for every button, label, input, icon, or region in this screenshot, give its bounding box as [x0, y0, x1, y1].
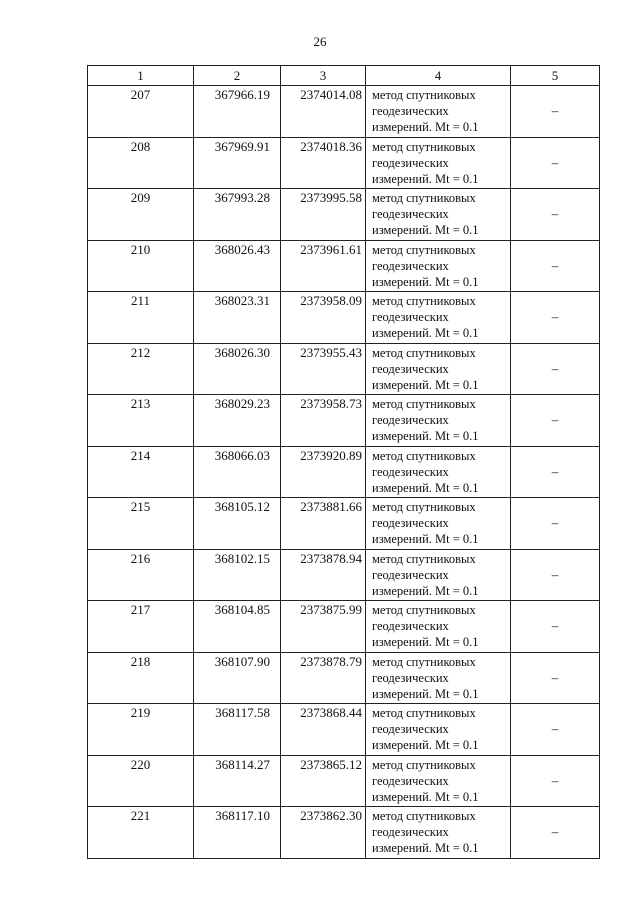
method-line: геодезических: [372, 670, 449, 685]
table-row: [88, 755, 600, 807]
point-number-cell: 215: [88, 498, 194, 550]
method-line: измерений. Mt = 0.1: [372, 377, 479, 392]
x-coordinate-cell: 368102.15: [194, 549, 281, 601]
method-line: метод спутниковых: [372, 603, 476, 617]
x-coordinate-cell: 368026.43: [194, 240, 281, 292]
note-cell: –: [511, 446, 600, 498]
table-row: [88, 601, 600, 653]
x-coordinate-cell: 368029.23: [194, 395, 281, 447]
method-cell: [366, 395, 511, 447]
method-line: измерений. Mt = 0.1: [372, 120, 479, 134]
note-cell: –: [511, 498, 600, 550]
point-number-cell: 212: [88, 343, 194, 395]
method-line: метод спутниковых: [372, 654, 476, 669]
note-cell: –: [511, 755, 600, 807]
x-coordinate-cell: 368066.03: [194, 446, 281, 498]
point-number-cell: 213: [88, 395, 194, 447]
point-number-cell: 208: [88, 137, 194, 189]
table-row: [88, 807, 600, 859]
method-cell: [366, 86, 511, 138]
point-number-cell: 220: [88, 755, 194, 807]
y-coordinate-cell: 2373961.61: [281, 240, 366, 292]
y-coordinate-cell: 2373878.79: [281, 652, 366, 704]
y-coordinate-cell: 2373868.44: [281, 704, 366, 756]
table-header-row: [88, 66, 600, 86]
y-coordinate-cell: 2373958.73: [281, 395, 366, 447]
table-row: [88, 86, 600, 138]
column-header-5: 5: [511, 66, 600, 86]
method-cell: [366, 549, 511, 601]
point-number-cell: 218: [88, 652, 194, 704]
note-cell: –: [511, 292, 600, 344]
method-line: измерений. Mt = 0.1: [372, 841, 479, 855]
method-line: геодезических: [372, 619, 449, 633]
x-coordinate-cell: 367966.19: [194, 86, 281, 138]
point-number-cell: 216: [88, 549, 194, 601]
method-line: геодезических: [372, 104, 449, 118]
method-line: метод спутниковых: [372, 757, 476, 772]
table-row: [88, 704, 600, 756]
point-number-cell: 217: [88, 601, 194, 653]
method-line: метод спутниковых: [372, 397, 476, 411]
x-coordinate-cell: 368105.12: [194, 498, 281, 550]
method-line: измерений. Mt = 0.1: [372, 789, 479, 804]
point-number-cell: 214: [88, 446, 194, 498]
method-line: геодезических: [372, 310, 449, 324]
method-line: измерений. Mt = 0.1: [372, 738, 479, 752]
point-number-cell: 211: [88, 292, 194, 344]
note-cell: –: [511, 704, 600, 756]
table-row: [88, 446, 600, 498]
table-row: [88, 137, 600, 189]
x-coordinate-cell: 368104.85: [194, 601, 281, 653]
note-cell: –: [511, 240, 600, 292]
note-cell: –: [511, 549, 600, 601]
table-row: [88, 549, 600, 601]
method-cell: [366, 498, 511, 550]
method-line: геодезических: [372, 207, 449, 221]
y-coordinate-cell: 2373958.09: [281, 292, 366, 344]
method-cell: [366, 755, 511, 807]
table-row: [88, 498, 600, 550]
note-cell: –: [511, 807, 600, 859]
method-line: измерений. Mt = 0.1: [372, 635, 479, 649]
y-coordinate-cell: 2373862.30: [281, 807, 366, 859]
method-cell: [366, 240, 511, 292]
method-line: геодезических: [372, 361, 449, 376]
method-line: измерений. Mt = 0.1: [372, 171, 479, 186]
method-line: измерений. Mt = 0.1: [372, 583, 479, 598]
method-line: метод спутниковых: [372, 242, 476, 257]
method-line: метод спутниковых: [372, 191, 476, 205]
method-cell: [366, 601, 511, 653]
point-number-cell: 221: [88, 807, 194, 859]
method-line: геодезических: [372, 516, 449, 530]
point-number-cell: 219: [88, 704, 194, 756]
note-cell: –: [511, 137, 600, 189]
method-line: измерений. Mt = 0.1: [372, 223, 479, 237]
method-cell: [366, 137, 511, 189]
table-row: [88, 343, 600, 395]
method-line: метод спутниковых: [372, 706, 476, 720]
table-row: [88, 395, 600, 447]
y-coordinate-cell: 2374018.36: [281, 137, 366, 189]
column-header-2: 2: [194, 66, 281, 86]
y-coordinate-cell: 2373920.89: [281, 446, 366, 498]
column-header-1: 1: [88, 66, 194, 86]
y-coordinate-cell: 2373995.58: [281, 189, 366, 241]
column-header-4: 4: [366, 66, 511, 86]
method-cell: [366, 704, 511, 756]
note-cell: –: [511, 395, 600, 447]
table-body: [88, 86, 600, 859]
method-line: геодезических: [372, 722, 449, 736]
y-coordinate-cell: 2374014.08: [281, 86, 366, 138]
x-coordinate-cell: 368107.90: [194, 652, 281, 704]
method-cell: [366, 446, 511, 498]
note-cell: –: [511, 652, 600, 704]
x-coordinate-cell: 367969.91: [194, 137, 281, 189]
y-coordinate-cell: 2373878.94: [281, 549, 366, 601]
y-coordinate-cell: 2373881.66: [281, 498, 366, 550]
method-line: геодезических: [372, 258, 449, 273]
method-line: измерений. Mt = 0.1: [372, 532, 479, 546]
method-cell: [366, 807, 511, 859]
method-cell: [366, 652, 511, 704]
note-cell: –: [511, 343, 600, 395]
x-coordinate-cell: 368023.31: [194, 292, 281, 344]
method-line: геодезических: [372, 413, 449, 427]
method-line: метод спутниковых: [372, 294, 476, 308]
x-coordinate-cell: 368114.27: [194, 755, 281, 807]
note-cell: –: [511, 86, 600, 138]
y-coordinate-cell: 2373865.12: [281, 755, 366, 807]
method-line: геодезических: [372, 155, 449, 170]
method-line: измерений. Mt = 0.1: [372, 429, 479, 443]
method-line: геодезических: [372, 464, 449, 479]
method-line: метод спутниковых: [372, 88, 476, 102]
table-row: [88, 240, 600, 292]
method-cell: [366, 292, 511, 344]
x-coordinate-cell: 368117.10: [194, 807, 281, 859]
method-line: метод спутниковых: [372, 139, 476, 154]
point-number-cell: 210: [88, 240, 194, 292]
method-line: измерений. Mt = 0.1: [372, 274, 479, 289]
method-line: измерений. Mt = 0.1: [372, 326, 479, 340]
point-number-cell: 207: [88, 86, 194, 138]
method-cell: [366, 343, 511, 395]
page-number: 26: [313, 34, 327, 49]
x-coordinate-cell: 368026.30: [194, 343, 281, 395]
method-line: измерений. Mt = 0.1: [372, 686, 479, 701]
method-line: измерений. Mt = 0.1: [372, 480, 479, 495]
x-coordinate-cell: 367993.28: [194, 189, 281, 241]
table-row: [88, 189, 600, 241]
method-line: метод спутниковых: [372, 500, 476, 514]
note-cell: –: [511, 189, 600, 241]
method-line: метод спутниковых: [372, 809, 476, 823]
x-coordinate-cell: 368117.58: [194, 704, 281, 756]
method-line: геодезических: [372, 825, 449, 839]
method-line: метод спутниковых: [372, 448, 476, 463]
method-line: геодезических: [372, 773, 449, 788]
column-header-3: 3: [281, 66, 366, 86]
coordinates-table: [87, 65, 600, 859]
table-row: [88, 292, 600, 344]
method-line: метод спутниковых: [372, 551, 476, 566]
point-number-cell: 209: [88, 189, 194, 241]
method-line: метод спутниковых: [372, 345, 476, 360]
method-cell: [366, 189, 511, 241]
y-coordinate-cell: 2373875.99: [281, 601, 366, 653]
y-coordinate-cell: 2373955.43: [281, 343, 366, 395]
method-line: геодезических: [372, 567, 449, 582]
table-row: [88, 652, 600, 704]
note-cell: –: [511, 601, 600, 653]
